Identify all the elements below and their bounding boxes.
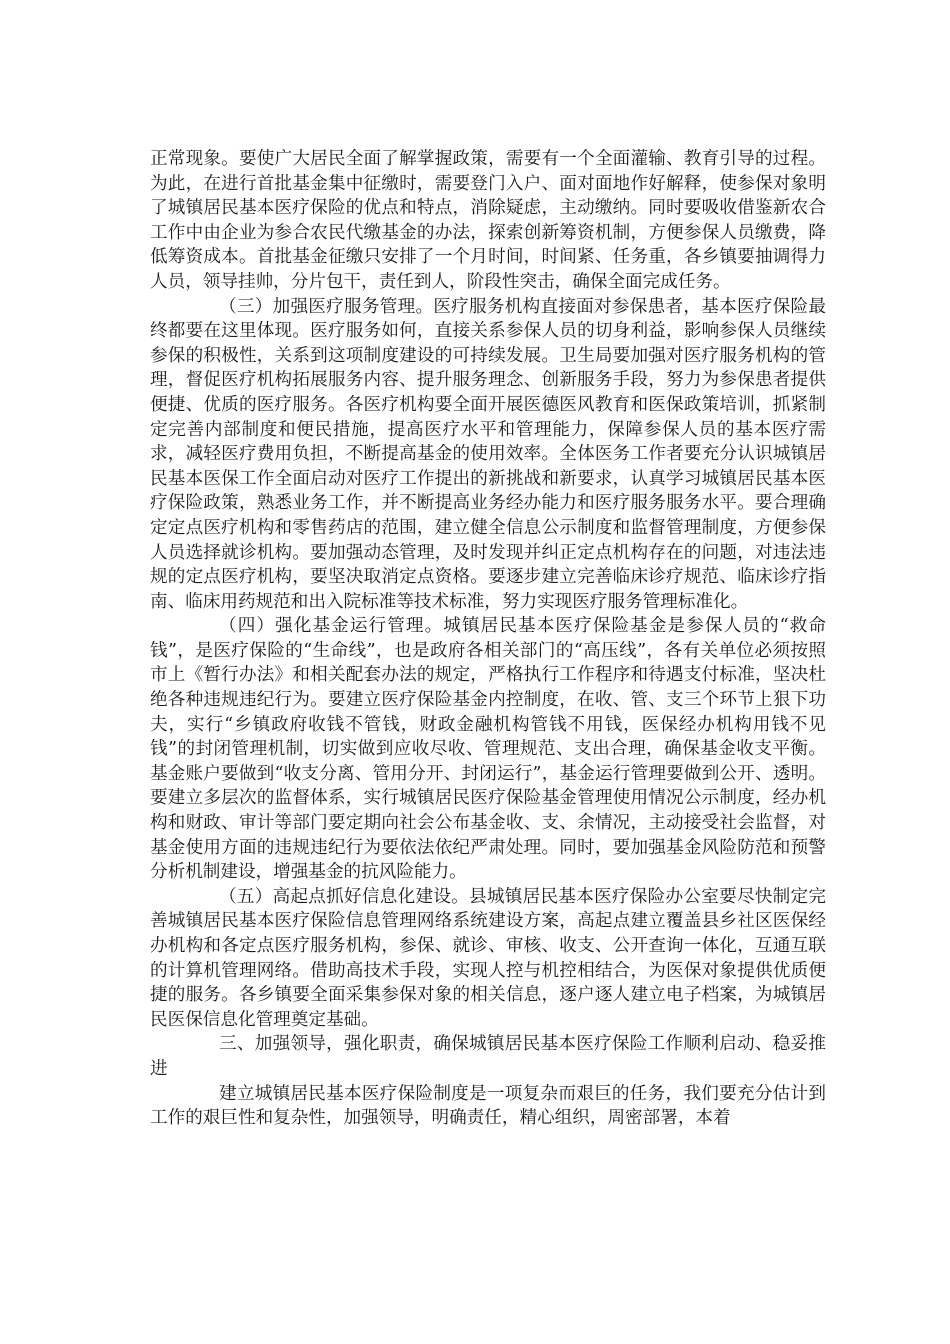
paragraph-medical-service-management: （三）加强医疗服务管理。医疗服务机构直接面对参保患者，基本医疗保险最终都要在这里体现。医疗服务如何，直接关系参保人员的切身利益，影响参保人员继续参保的积极性，关系到这项制度建设的可持续发展。卫生局要加强对医疗服务机构的管理，督促医疗机构拓展服务内容、提升服务理念、创新服务手段，努力为参保患者提供便捷、优质的医疗服务。各医疗机构要全面开展医德医风教育和医保政策培训，抓紧制定完善内部制度和便民措施，提高医疗水平和管理能力，保障参保人员的基本医疗需求，减轻医疗费用负担，不断提高基金的使用效率。全体医务工作者要充分认识城镇居民基本医保工作全面启动对医疗工作提出的新挑战和新要求，认真学习城镇居民基本医疗保险政策，熟悉业务工作，并不断提高业务经办能力和医疗服务服务水平。要合理确定定点医疗机构和零售药店的范围，建立健全信息公示制度和监督管理制度，方便参保人员选择就诊机构。要加强动态管理，及时发现并纠正定点机构存在的问题，对违法违规的定点医疗机构，要坚决取消定点资格。要逐步建立完善临床诊疗规范、临床诊疗指南、临床用药规范和出入院标准等技术标准，努力实现医疗服务管理标准化。 [150, 296, 826, 612]
paragraph-continuation: 正常现象。要使广大居民全面了解掌握政策，需要有一个全面灌输、教育引导的过程。为此，在进行首批基金集中征缴时，需要登门入户、面对面地作好解释，使参保对象明了城镇居民基本医疗保险的优点和特点，消除疑虑，主动缴纳。同时要吸收借鉴新农合工作中由企业为参合农民代缴基金的办法，探索创新筹资机制，方便参保人员缴费，降低筹资成本。首批基金征缴只安排了一个月时间，时间紧、任务重，各乡镇要抽调得力人员，领导挂帅，分片包干，责任到人，阶段性突击，确保全面完成任务。 [150, 149, 826, 292]
section-heading-leadership: 三、加强领导，强化职责，确保城镇居民基本医疗保险工作顺利启动、稳妥推进 [150, 1034, 826, 1079]
paragraph-informatization: （五）高起点抓好信息化建设。县城镇居民基本医疗保险办公室要尽快制定完善城镇居民基本医疗保险信息管理网络系统建设方案，高起点建立覆盖县乡社区医保经办机构和各定点医疗服务机构，参保、就诊、审核、收支、公开查询一体化，互通互联的计算机管理网络。借助高技术手段，实现人控与机控相结合，为医保对象提供优质便捷的服务。各乡镇要全面采集参保对象的相关信息，逐户逐人建立电子档案，为城镇居民医保信息化管理奠定基础。 [150, 886, 826, 1030]
paragraph-fund-operation-management: （四）强化基金运行管理。城镇居民基本医疗保险基金是参保人员的“救命钱”，是医疗保险的“生命线”，也是政府各相关部门的“高压线”，各有关单位必须按照市上《暂行办法》和相关配套办法的规定，严格执行工作程序和待遇支付标准，坚决杜绝各种违规违纪行为。要建立医疗保险基金内控制度，在收、管、支三个环节上狠下功夫，实行“乡镇政府收钱不管钱，财政金融机构管钱不用钱，医保经办机构用钱不见钱”的封闭管理机制，切实做到应收尽收、管理规范、支出合理，确保基金收支平衡。基金账户要做到“收支分离、管用分开、封闭运行”，基金运行管理要做到公开、透明。要建立多层次的监督体系，实行城镇居民医疗保险基金管理使用情况公示制度，经办机构和财政、审计等部门要定期向社会公布基金收、支、余情况，主动接受社会监督，对基金使用方面的违规违纪行为要依法依纪严肃处理。同时，要加强基金风险防范和预警分析机制建设，增强基金的抗风险能力。 [150, 616, 826, 883]
paragraph-leadership-intro: 建立城镇居民基本医疗保险制度是一项复杂而艰巨的任务，我们要充分估计到工作的艰巨性和复杂性，加强领导，明确责任，精心组织，周密部署，本着 [150, 1083, 826, 1129]
document-body [150, 147, 826, 1131]
